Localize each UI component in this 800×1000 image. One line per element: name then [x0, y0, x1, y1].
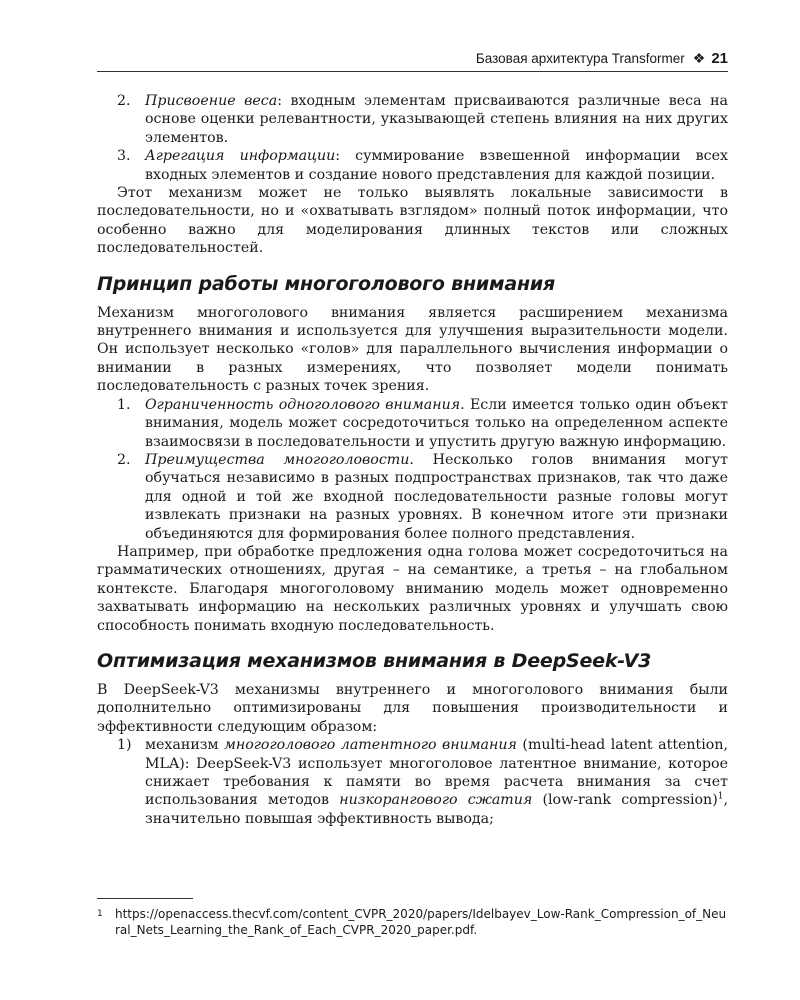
list-item-number: 2. [117, 451, 131, 468]
list-item-body: . Если имеется только один объект внимания, модель может сосредоточиться только на определенном аспекте взаимосвязи в последовательности и упустить другую важную информацию. [145, 396, 728, 450]
list-item-number: 1) [117, 737, 132, 754]
footnote-ref[interactable]: 1 [717, 791, 724, 802]
list-item-term2: низкорангового сжатия [339, 792, 533, 809]
section-heading: Принцип работы многоголового внимания [97, 272, 555, 295]
list-item-term: Присвоение веса [145, 93, 278, 109]
running-header [97, 50, 728, 72]
list-item-text [145, 451, 728, 543]
footnote [97, 906, 728, 938]
list-item-text [145, 396, 728, 451]
list-item-body: : суммирование взвешенной информации всех входных элементов и создание нового представления для каждой позиции. [145, 148, 728, 183]
header-rule [97, 71, 728, 72]
list-item-pre: механизм [145, 737, 225, 754]
list-item [97, 736, 728, 828]
list-item-body: . Несколько голов внимания могут обучаться независимо в разных подпространствах признаков, так что даже для одной и той же входной последовательности разные головы могут извлекать признаки на разных уровнях. В конечном итоге эти признаки объединяются для формирования более полного представления. [145, 451, 728, 542]
running-header-title: Базовая архитектура Transformer [475, 51, 685, 66]
list-item-number: 2. [117, 93, 131, 109]
footnote-number: 1 [97, 909, 103, 919]
paragraph: В DeepSeek-V3 механизмы внутреннего и многоголового внимания были дополнительно оптимизированы для повышения производительности и эффективности следующим образом: [97, 681, 728, 735]
list-item-term: многоголового латентного внимания [224, 737, 517, 754]
list-item-text [145, 92, 728, 147]
list-item [97, 92, 728, 147]
list-item-term: Агрегация информации [145, 148, 336, 165]
footnote-rule [97, 898, 193, 899]
paragraph: Этот механизм может не только выявлять локальные зависимости в последовательности, но и «охватывать взглядом» полный поток информации, что особенно важно для моделирования длинных текстов или сложных последовательностей. [97, 185, 728, 257]
page-number: 21 [711, 50, 728, 67]
ornament-icon: ❖ [692, 50, 706, 66]
list-item-text [145, 147, 728, 184]
list-item-post: , значительно повышая эффективность вывода; [145, 792, 728, 827]
list-item [97, 147, 728, 184]
paragraph: Например, при обработке предложения одна голова может сосредоточиться на грамматических отношениях, другая – на семантике, а третья – на глобальном контексте. Благодаря многоголовому вниманию модель может одновременно захватывать информацию на нескольких различных уровнях и улучшать свою способность понимать входную последовательность. [97, 543, 728, 634]
page-body [97, 92, 728, 828]
list-item-mid2: (low-rank compression) [532, 792, 718, 809]
list-item-term: Ограниченность одноголового внимания [145, 396, 461, 413]
list-item-number: 1. [117, 396, 131, 413]
section-heading: Оптимизация механизмов внимания в DeepSeek-V3 [97, 649, 652, 672]
list-item-text [145, 736, 728, 828]
list-item-term: Преимущества многоголовости [145, 451, 410, 468]
paragraph: Механизм многоголового внимания является расширением механизма внутреннего внимания и используется для улучшения выразительности модели. Он использует несколько «голов» для параллельного вычисления информации о внимании в разных измерениях, что позволяет модели понимать последовательность с разных точек зрения. [97, 304, 728, 395]
list-item-body: : входным элементам присваиваются различные веса на основе оценки релевантности, указывающей степень влияния на них других элементов. [145, 93, 728, 146]
list-item [97, 396, 728, 451]
list-item-number: 3. [117, 148, 131, 165]
list-item-mid: (multi-head latent attention, MLA): DeepSeek-V3 использует многоголовое латентное внимание, которое снижает требования к памяти во время расчета внимания за счет использования методов [145, 737, 728, 809]
list-item [97, 451, 728, 543]
footnote-link[interactable]: https://openaccess.thecvf.com/content_CVPR_2020/papers/Idelbayev_Low-Rank_Compression_of_Neural_Nets_Learning_the_Rank_of_Each_CVPR_2020_paper.pdf. [115, 907, 727, 937]
